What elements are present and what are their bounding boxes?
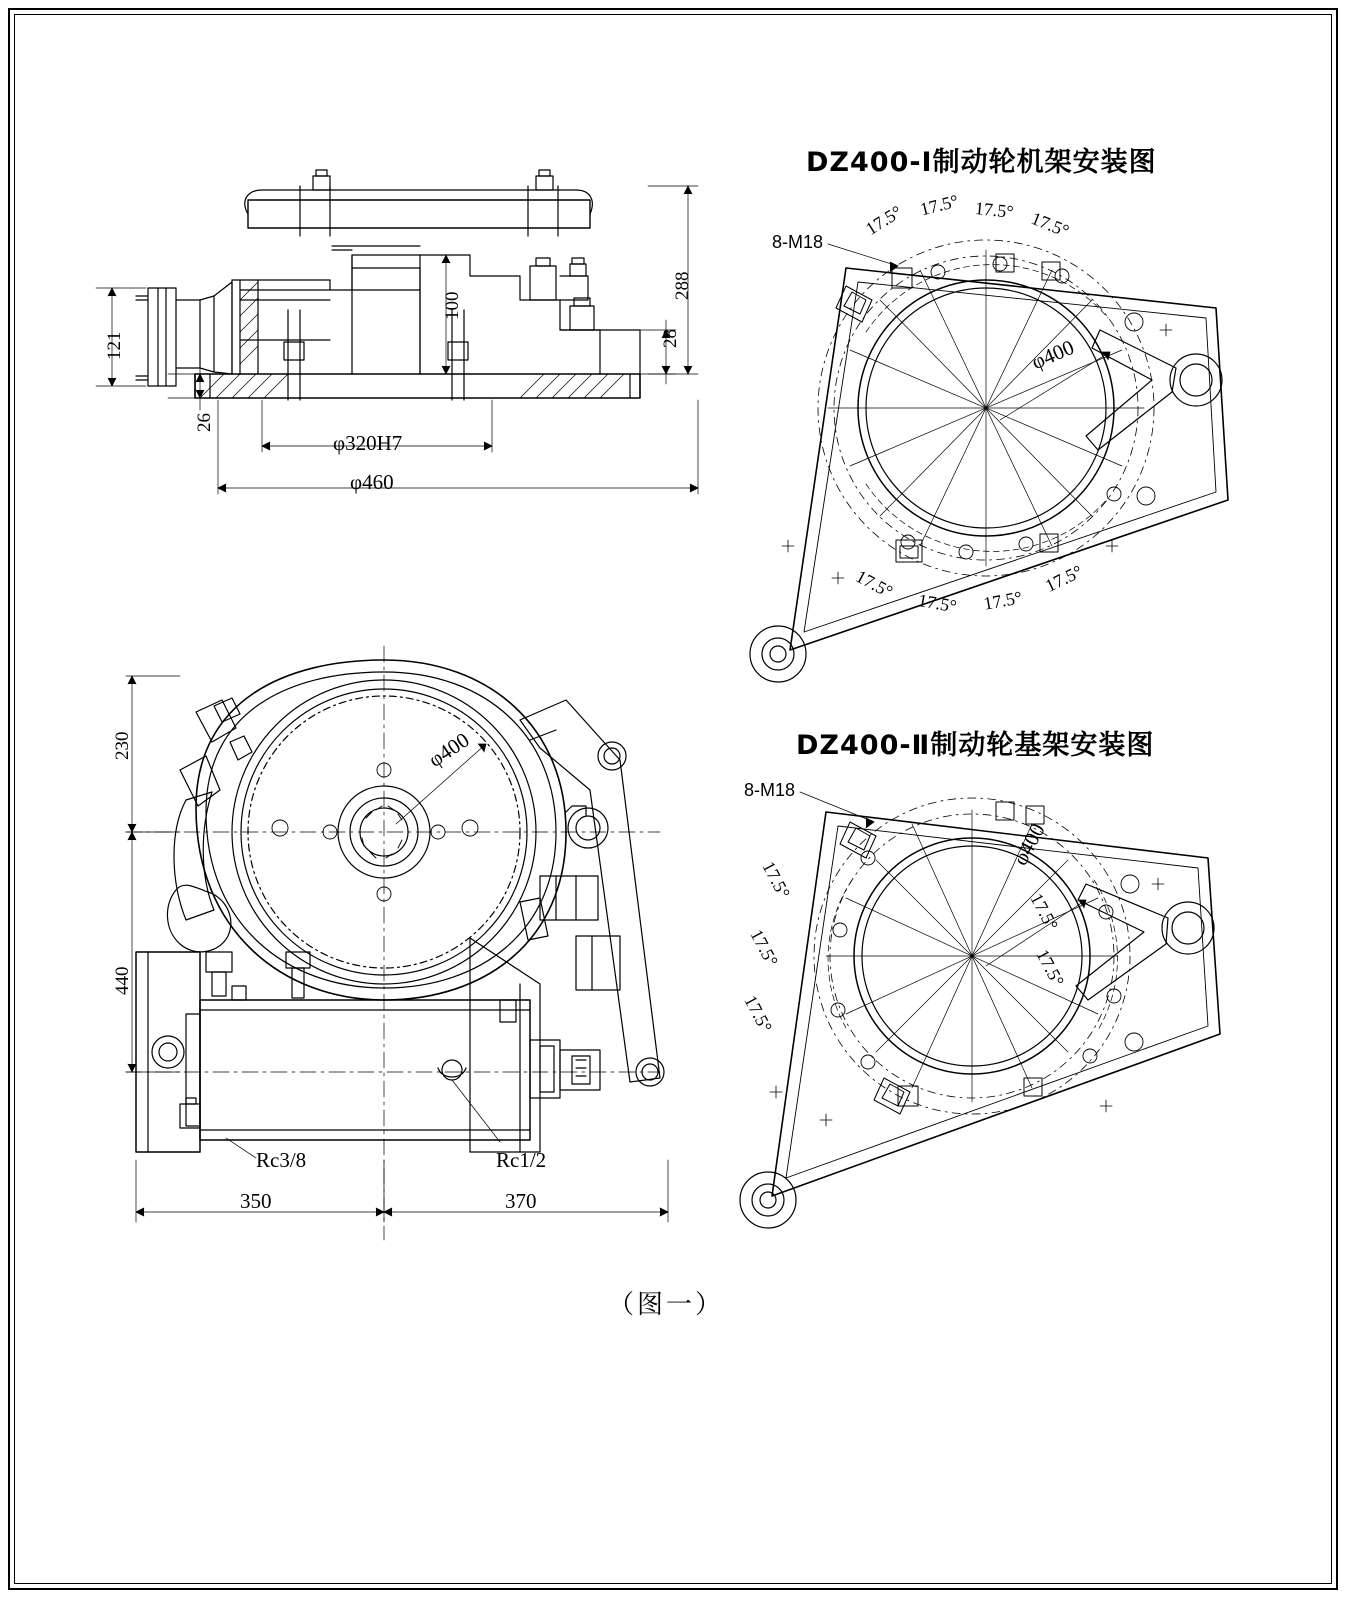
angle-17-5-m1: 17.5°	[758, 858, 795, 902]
angle-17-5-b4: 17.5°	[1042, 561, 1086, 596]
angle-17-5-b3: 17.5°	[982, 587, 1024, 614]
dim-phi320h7: φ320H7	[333, 431, 403, 455]
label-8-m18-mid: 8-M18	[744, 780, 796, 800]
angle-17-5-m5: 17.5°	[1032, 946, 1069, 990]
angle-17-5-m2: 17.5°	[746, 926, 783, 970]
title-dz400-2: DZ400-Ⅱ制动轮基架安装图	[796, 730, 1155, 761]
angle-17-5-m4: 17.5°	[1026, 890, 1063, 934]
angle-17-5-b1: 17.5°	[852, 566, 897, 602]
label-rc12: Rc1/2	[496, 1148, 547, 1172]
angle-17-5-b2: 17.5°	[916, 590, 959, 617]
dim-288: 288	[672, 271, 693, 300]
angle-17-5-t1: 17.5°	[862, 201, 906, 239]
dim-28: 28	[660, 329, 681, 348]
dim-phi400-mid: φ400	[1008, 819, 1050, 870]
angle-17-5-t4: 17.5°	[1028, 208, 1072, 242]
dim-26: 26	[194, 413, 215, 432]
dz400-1-geometry	[750, 240, 1228, 682]
dz400-2-geometry	[740, 792, 1220, 1228]
dim-230: 230	[112, 731, 133, 760]
dim-phi400-front: φ400	[424, 727, 474, 772]
dim-phi460: φ460	[350, 470, 394, 494]
label-8-m18-top: 8-M18	[772, 232, 824, 252]
dim-phi400-top: φ400	[1028, 334, 1078, 375]
front-elevation-geometry	[126, 646, 668, 1240]
dim-100: 100	[442, 291, 463, 320]
dim-350: 350	[240, 1189, 272, 1213]
dim-370: 370	[505, 1189, 537, 1213]
title-dz400-1: DZ400-Ⅰ制动轮机架安装图	[806, 147, 1157, 178]
angle-17-5-t3: 17.5°	[973, 198, 1015, 222]
dim-121: 121	[104, 331, 125, 360]
angle-17-5-t2: 17.5°	[918, 190, 961, 220]
label-rc38: Rc3/8	[256, 1148, 307, 1172]
dim-440: 440	[112, 966, 133, 995]
figure-caption: （图一）	[608, 1290, 725, 1320]
angle-17-5-m3: 17.5°	[740, 992, 777, 1036]
